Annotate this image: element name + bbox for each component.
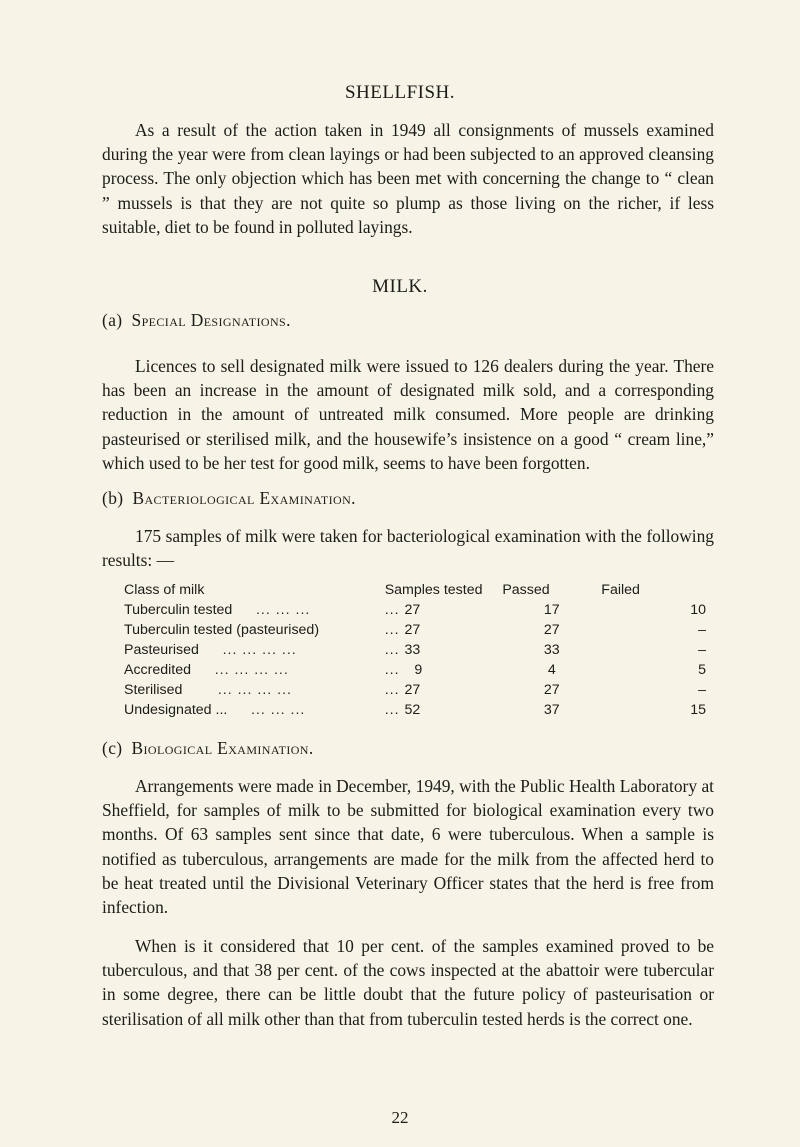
row-passed: 27 [543, 622, 560, 638]
table-row: Sterilised ... ... ... ... ... 27 27 – [124, 680, 710, 700]
row-class: Sterilised [124, 682, 183, 698]
section-b-title: Bacteriological Examination. [132, 488, 356, 508]
row-class: Accredited [124, 662, 192, 678]
header-passed: Passed [502, 582, 550, 598]
section-b-paragraph: 175 samples of milk were taken for bacteriological examination with the following results: — [102, 526, 714, 571]
table-row: Tuberculin tested (pasteurised) ... 27 27 – [124, 620, 710, 640]
section-a-label: (a) [102, 310, 123, 330]
milk-title: MILK. [372, 276, 428, 297]
row-leader: ... ... ... [250, 702, 306, 718]
shellfish-paragraph: As a result of the action taken in 1949 all consignments of mussels examined during the year were from clean layings or had been subjected to an approved cleansing process. The only objection which has been met with concerning the change to “ clean ” mussels is that they are not quite so plump as those living on the richer, if less suitable, diet to be found in polluted layings. [102, 120, 714, 237]
section-c-heading [102, 738, 314, 759]
row-samples: 52 [404, 702, 421, 718]
row-samples: 33 [404, 642, 421, 658]
row-failed: 10 [690, 602, 706, 618]
row-leader: ... ... ... ... [214, 662, 289, 678]
header-class: Class of milk [124, 582, 205, 598]
table-row: Tuberculin tested ... ... ... ... 27 17 10 [124, 600, 710, 620]
row-samples: 9 [414, 662, 423, 678]
row-passed: 4 [547, 662, 556, 678]
row-failed: – [698, 622, 706, 638]
header-samples: Samples tested [384, 582, 483, 598]
milk-results-table [124, 580, 710, 720]
row-leader: ... ... ... ... [222, 642, 297, 658]
page-number: 22 [391, 1108, 409, 1127]
shellfish-title: SHELLFISH. [344, 82, 456, 103]
section-a-title: Special Designations. [131, 310, 291, 330]
row-class: Pasteurised [124, 642, 199, 658]
section-a-paragraph: Licences to sell designated milk were issued to 126 dealers during the year. There has been an increase in the amount of designated milk sold, and a corresponding reduction in the amount of untreated milk consumed. More people are drinking pasteurised or sterilised milk, and the housewife’s insistence on a good “ cream line,” which used to be her test for good milk, seems to have been forgotten. [102, 356, 714, 473]
section-a-heading [102, 310, 291, 331]
row-passed: 27 [543, 682, 560, 698]
section-c-title: Biological Examination. [131, 738, 314, 758]
row-samples: 27 [404, 622, 421, 638]
row-passed: 17 [543, 602, 560, 618]
section-c-label: (c) [102, 738, 123, 758]
row-passed: 33 [543, 642, 560, 658]
table-row: Pasteurised ... ... ... ... ... 33 33 – [124, 640, 710, 660]
row-class: Tuberculin tested (pasteurised) [124, 622, 320, 638]
row-samples: 27 [404, 602, 421, 618]
table-row: Undesignated ... ... ... ... ... 52 37 15 [124, 700, 710, 720]
row-class: Tuberculin tested [124, 602, 233, 618]
row-passed: 37 [543, 702, 560, 718]
row-samples: 27 [404, 682, 421, 698]
row-failed: – [698, 682, 706, 698]
table-header-row [124, 580, 710, 600]
row-class: Undesignated ... [124, 702, 228, 718]
section-c-paragraph-2: When is it considered that 10 per cent. of the samples examined proved to be tuberculous, and that 38 per cent. of the cows inspected at the abattoir were tubercular in some degree, there can be little doubt that the future policy of pasteurisation or sterilisation of all milk other than that from tuberculin tested herds is the correct one. [102, 936, 714, 1029]
row-leader: ... ... ... [255, 602, 311, 618]
section-b-heading [102, 488, 356, 509]
row-failed: 15 [690, 702, 706, 718]
row-failed: 5 [698, 662, 706, 678]
row-leader: ... ... ... ... [217, 682, 292, 698]
header-failed: Failed [601, 582, 640, 598]
section-b-label: (b) [102, 488, 124, 508]
row-failed: – [698, 642, 706, 658]
section-c-paragraph-1: Arrangements were made in December, 1949, with the Public Health Laboratory at Sheffield, for samples of milk to be submitted for biological examination every two months. Of 63 samples sent since that date, 6 were tuberculous. When a sample is notified as tuberculous, arrangements are made for the milk from the affected herd to be heat treated until the Divisional Veterinary Officer states that the herd is free from infection. [102, 776, 714, 918]
table-row: Accredited ... ... ... ... ... 9 4 5 [124, 660, 710, 680]
